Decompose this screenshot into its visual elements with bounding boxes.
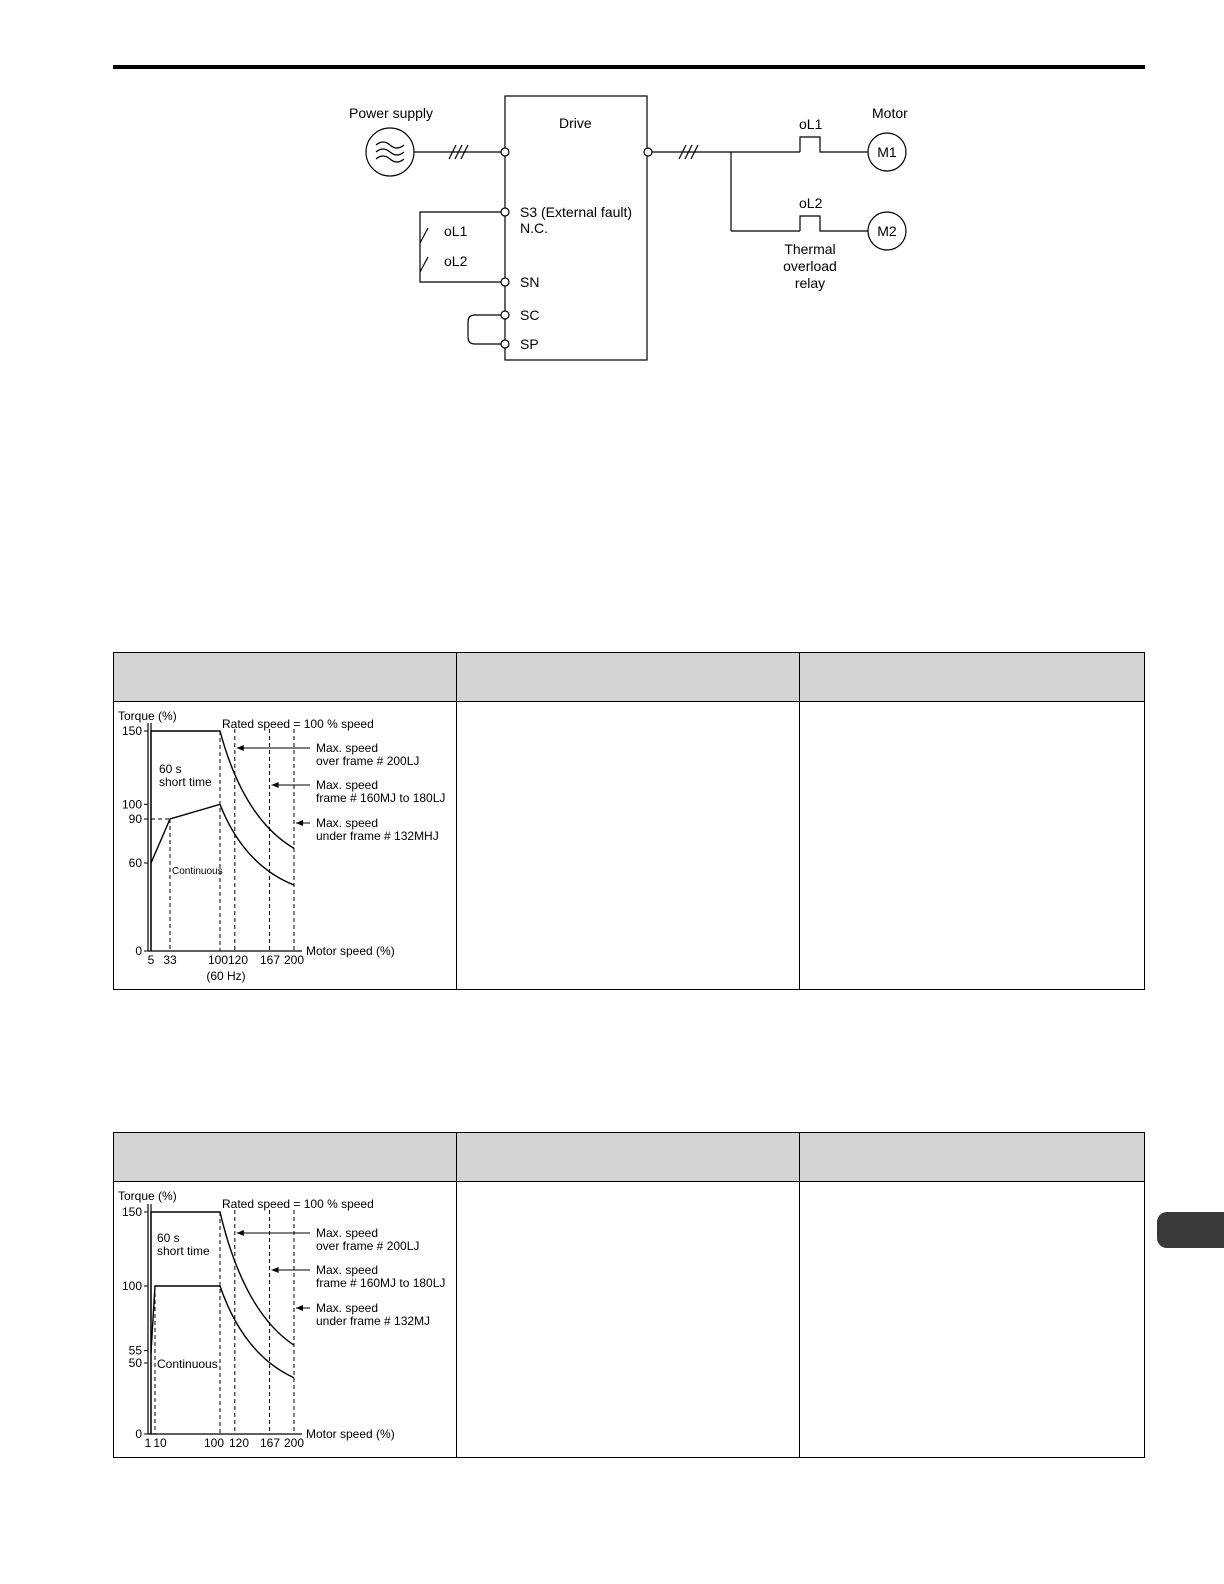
y-tick-label: 150 xyxy=(121,724,142,738)
x-tick-label: 100 xyxy=(203,1436,225,1450)
x-tick-label: 200 xyxy=(283,1436,305,1450)
y-tick-label: 90 xyxy=(128,812,142,826)
table-2-chart-cell xyxy=(114,1182,457,1458)
annotation-line-1: Max. speed xyxy=(316,1263,379,1277)
annotation-line-2: over frame # 200LJ xyxy=(316,1239,420,1253)
table-1-chart-cell xyxy=(114,702,457,990)
annotation-line-1: Max. speed xyxy=(316,1226,379,1240)
table-row xyxy=(114,1182,1144,1458)
x-tick-label: 167 xyxy=(259,1436,281,1450)
x-sub-label: (60 Hz) xyxy=(206,969,246,983)
continuous-label: Continuous xyxy=(172,866,223,877)
short-time-label-2: short time xyxy=(157,1244,210,1258)
y-tick-label: 150 xyxy=(121,1205,142,1219)
annotation-line-1: Max. speed xyxy=(316,741,379,755)
y-tick-label: 55 xyxy=(128,1343,142,1358)
x-tick-label: 1 xyxy=(144,1436,152,1450)
table-2-header-cell xyxy=(800,1133,1144,1181)
table-2-header xyxy=(114,1133,1144,1182)
continuous-label: Continuous xyxy=(157,1357,218,1371)
table-1 xyxy=(113,652,1145,990)
annotation-arrowhead xyxy=(296,1305,303,1311)
terminal-sc: SC xyxy=(520,307,540,323)
annotation-arrowhead xyxy=(272,782,279,788)
torque-chart-2 xyxy=(114,1182,456,1458)
table-2-header-cell xyxy=(114,1133,457,1181)
x-tick-label: 167 xyxy=(259,953,281,967)
relay-ol2-label: oL2 xyxy=(799,195,823,211)
x-axis-label: Motor speed (%) xyxy=(306,944,395,958)
chart-title: Rated speed = 100 % speed xyxy=(222,717,374,731)
table-2-header-cell xyxy=(457,1133,800,1181)
table-1-header-cell xyxy=(114,653,457,701)
motor-m2-label: M2 xyxy=(877,223,897,239)
table-2-cell xyxy=(800,1182,1144,1458)
short-time-label-1: 60 s xyxy=(157,1231,180,1245)
table-1-cell xyxy=(457,702,800,990)
terminal-sp: SP xyxy=(520,336,539,352)
x-tick-label: 200 xyxy=(283,953,305,967)
y-tick-label: 100 xyxy=(121,797,142,812)
table-2-cell xyxy=(457,1182,800,1458)
y-tick-label: 60 xyxy=(128,856,142,870)
annotation-line-2: under frame # 132MHJ xyxy=(316,829,439,843)
table-1-header-cell xyxy=(800,653,1144,701)
contact-ol2: oL2 xyxy=(444,253,468,269)
x-axis-label: Motor speed (%) xyxy=(306,1427,395,1441)
motor-label: Motor xyxy=(872,105,908,121)
annotation-arrowhead xyxy=(237,1230,244,1236)
relay-caption-3: relay xyxy=(794,275,826,291)
annotation-arrowhead xyxy=(272,1267,279,1273)
x-tick-label: 33 xyxy=(163,953,177,967)
short-time-label-2: short time xyxy=(159,775,212,789)
y-tick-label: 0 xyxy=(135,944,142,958)
annotation-line-1: Max. speed xyxy=(316,1301,379,1315)
torque-chart-1 xyxy=(114,702,456,990)
power-supply-label: Power supply xyxy=(349,105,434,121)
annotation-line-1: Max. speed xyxy=(316,778,379,792)
terminal-s3: S3 (External fault) xyxy=(520,204,633,220)
x-tick-label: 120 xyxy=(228,1436,250,1450)
table-1-cell xyxy=(800,702,1144,990)
terminal-nc: N.C. xyxy=(520,220,548,236)
chapter-tab xyxy=(1157,1212,1224,1248)
annotation-arrowhead xyxy=(296,820,303,826)
y-axis-label: Torque (%) xyxy=(118,1189,177,1203)
motor-m1-label: M1 xyxy=(877,144,897,160)
wiring-diagram xyxy=(0,0,1224,400)
relay-caption-1: Thermal xyxy=(784,241,836,257)
x-tick-label: 5 xyxy=(147,953,155,967)
annotation-line-2: frame # 160MJ to 180LJ xyxy=(316,791,446,805)
relay-ol1-label: oL1 xyxy=(799,116,823,132)
annotation-line-2: frame # 160MJ to 180LJ xyxy=(316,1276,446,1290)
table-1-header-cell xyxy=(457,653,800,701)
annotation-line-1: Max. speed xyxy=(316,816,379,830)
terminal-sn: SN xyxy=(520,274,540,290)
table-1-header xyxy=(114,653,1144,702)
annotation-arrowhead xyxy=(237,745,244,751)
y-tick-label: 100 xyxy=(121,1279,142,1293)
y-tick-label: 50 xyxy=(128,1356,142,1370)
relay-caption-2: overload xyxy=(783,258,837,274)
drive-label: Drive xyxy=(559,115,592,131)
table-row xyxy=(114,702,1144,990)
y-axis-label: Torque (%) xyxy=(118,709,177,723)
short-time-label-1: 60 s xyxy=(159,762,182,776)
contact-ol1: oL1 xyxy=(444,223,468,239)
annotation-line-2: over frame # 200LJ xyxy=(316,754,420,768)
x-tick-label: 100 xyxy=(207,953,229,967)
x-tick-label: 120 xyxy=(227,953,249,967)
annotation-line-2: under frame # 132MJ xyxy=(316,1314,431,1328)
x-tick-label: 10 xyxy=(153,1436,167,1450)
chart-title: Rated speed = 100 % speed xyxy=(222,1197,374,1211)
table-2 xyxy=(113,1132,1145,1458)
y-tick-label: 0 xyxy=(135,1427,142,1441)
